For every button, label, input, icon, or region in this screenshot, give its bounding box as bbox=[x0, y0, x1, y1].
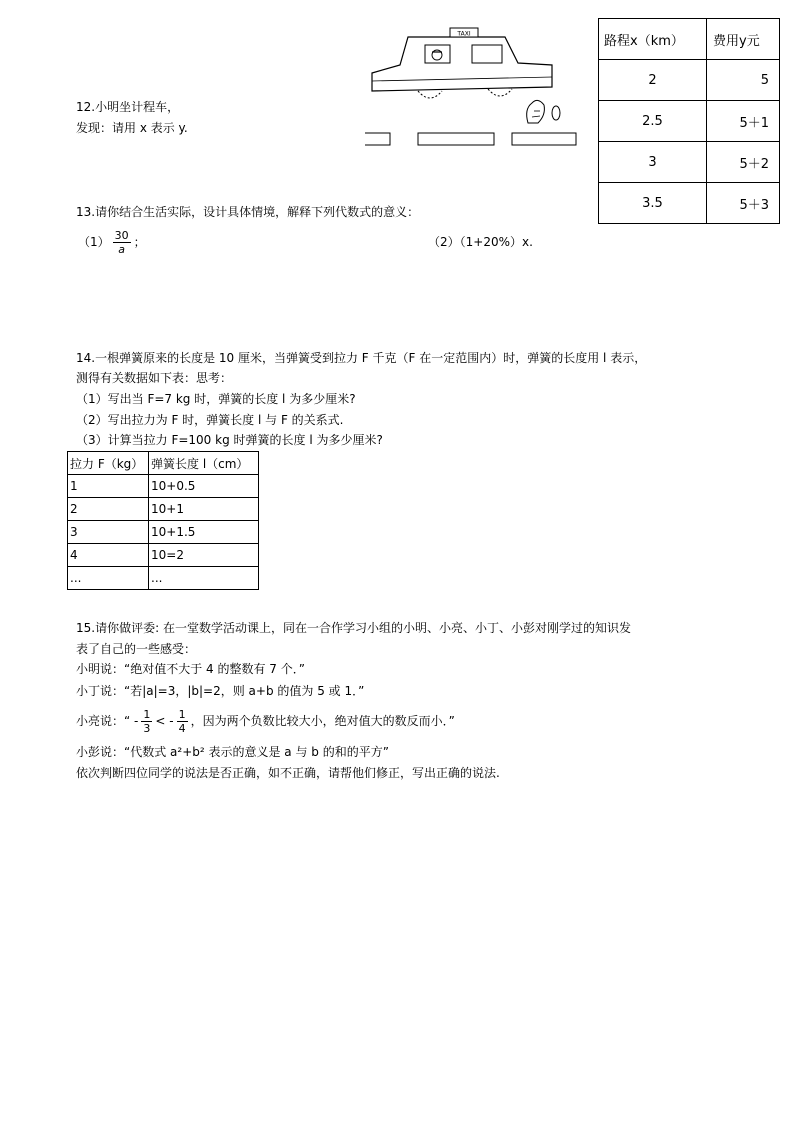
fraction-numerator: 1 bbox=[143, 708, 151, 721]
q13-title: 13.请你结合生活实际，设计具体情境，解释下列代数式的意义： bbox=[76, 205, 420, 219]
table-row bbox=[68, 567, 259, 590]
q15-line2: 表了自己的一些感受： bbox=[76, 642, 197, 656]
fee-cell: 5＋1 bbox=[707, 101, 780, 142]
spring-cell: ... bbox=[68, 567, 149, 590]
q13-part1-suffix: ； bbox=[133, 235, 146, 249]
table-row bbox=[68, 521, 259, 544]
spring-header-length: 弹簧长度 l（cm） bbox=[149, 452, 259, 475]
spring-cell: 3 bbox=[68, 521, 149, 544]
table-row bbox=[599, 101, 780, 142]
q14-sub3: （3）计算当拉力 F=100 kg 时弹簧的长度 l 为多少厘米? bbox=[76, 433, 383, 447]
spring-header-force: 拉力 F（kg） bbox=[68, 452, 149, 475]
spring-cell: 10=2 bbox=[149, 544, 259, 567]
fraction bbox=[177, 708, 188, 735]
spring-table-header-row bbox=[68, 452, 259, 475]
q15-xiaopeng: 小彭说：“代数式 a²+b² 表示的意义是 a 与 b 的和的平方” bbox=[76, 745, 389, 759]
table-row bbox=[68, 475, 259, 498]
spring-table bbox=[67, 451, 259, 590]
fraction bbox=[141, 708, 152, 735]
fee-cell: 2.5 bbox=[599, 101, 707, 142]
fraction-denominator: 4 bbox=[178, 722, 186, 735]
q13-part1 bbox=[78, 228, 146, 256]
fee-table-header-row bbox=[599, 19, 780, 60]
fee-header-distance: 路程x（km） bbox=[599, 19, 707, 60]
tree-icon bbox=[527, 100, 545, 123]
taxi-sign-text: TAXI bbox=[457, 30, 471, 38]
xiaoliang-suffix: ，因为两个负数比较大小，绝对值大的数反而小．” bbox=[190, 714, 455, 728]
table-row bbox=[599, 60, 780, 101]
q12-line1: 12.小明坐计程车， bbox=[76, 100, 180, 114]
fee-cell: 3 bbox=[599, 142, 707, 183]
spring-cell: 2 bbox=[68, 498, 149, 521]
q15-xiaoming: 小明说：“绝对值不大于 4 的整数有 7 个．” bbox=[76, 662, 305, 676]
fee-table bbox=[598, 18, 780, 224]
fraction-denominator: 3 bbox=[143, 722, 151, 735]
spring-cell: 10+1 bbox=[149, 498, 259, 521]
spring-cell: 4 bbox=[68, 544, 149, 567]
xiaoliang-prefix: 小亮说：“ - bbox=[76, 714, 139, 728]
fraction bbox=[113, 229, 131, 256]
fee-cell: 5＋2 bbox=[707, 142, 780, 183]
fee-cell: 2 bbox=[599, 60, 707, 101]
fee-header-cost: 费用y元 bbox=[707, 19, 780, 60]
fee-cell: 3.5 bbox=[599, 183, 707, 224]
table-row bbox=[599, 183, 780, 224]
q14-sub2: （2）写出拉力为 F 时，弹簧长度 l 与 F 的关系式. bbox=[76, 413, 344, 427]
spring-cell: 1 bbox=[68, 475, 149, 498]
fraction-numerator: 1 bbox=[178, 708, 186, 721]
xiaoliang-compare: < - bbox=[155, 714, 174, 728]
q15-ending: 依次判断四位同学的说法是否正确，如不正确，请帮他们修正，写出正确的说法. bbox=[76, 766, 500, 780]
taxi-illustration bbox=[360, 25, 585, 150]
q15-line1: 15.请你做评委: 在一堂数学活动课上，同在一合作学习小组的小明、小亮、小丁、小彭对刚学过的知识发 bbox=[76, 621, 631, 635]
q15-xiaoding: 小丁说：“若|a|=3，|b|=2，则 a+b 的值为 5 或 1．” bbox=[76, 684, 365, 698]
spring-cell: 10+1.5 bbox=[149, 521, 259, 544]
q14-line1: 14.一根弹簧原来的长度是 10 厘米，当弹簧受到拉力 F 千克（F 在一定范围内）时，弹簧的长度用 l 表示， bbox=[76, 351, 647, 365]
fee-cell: 5 bbox=[707, 60, 780, 101]
q13-part1-prefix: （1） bbox=[78, 235, 110, 249]
q13-part2: （2）（1+20%）x. bbox=[428, 235, 533, 249]
spring-cell: ... bbox=[149, 567, 259, 590]
fee-cell: 5＋3 bbox=[707, 183, 780, 224]
q15-xiaoliang bbox=[76, 704, 455, 738]
q12-line2: 发现：请用 x 表示 y. bbox=[76, 121, 188, 135]
spring-cell: 10+0.5 bbox=[149, 475, 259, 498]
table-row bbox=[599, 142, 780, 183]
fraction-denominator: a bbox=[118, 243, 126, 256]
q14-line2: 测得有关数据如下表：思考： bbox=[76, 371, 233, 385]
q14-sub1: （1）写出当 F=7 kg 时，弹簧的长度 l 为多少厘米? bbox=[76, 392, 356, 406]
table-row bbox=[68, 544, 259, 567]
table-row bbox=[68, 498, 259, 521]
fraction-numerator: 30 bbox=[114, 229, 129, 242]
